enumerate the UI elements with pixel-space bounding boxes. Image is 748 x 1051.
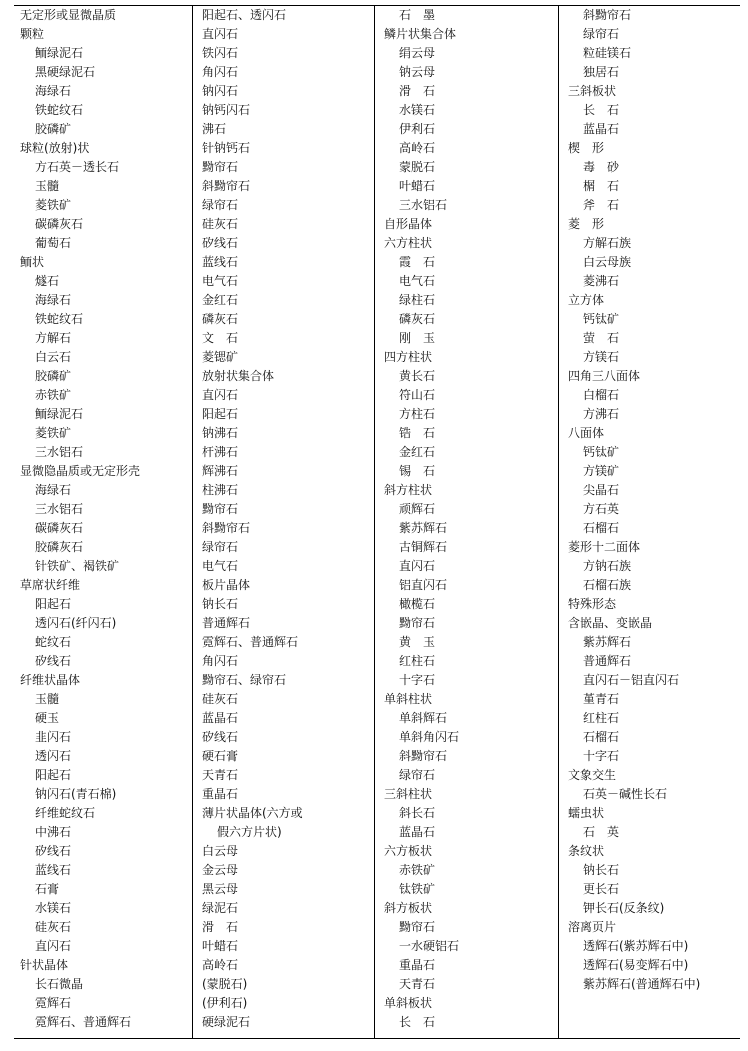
mineral-entry: 斜黝帘石 [399,749,448,763]
mineral-entry: 黝帘石 [399,616,436,630]
habit-heading: 电气石 [202,559,239,573]
mineral-entry: 石英－碱性长石 [583,787,668,801]
column-3 [374,6,559,1038]
mineral-entry: 透闪石 [35,749,72,763]
mineral-entry: 胶磷矿 [35,122,72,136]
habit-heading: 矽线石 [202,236,239,250]
mineral-entry: 石榴石 [583,521,620,535]
habit-heading: 金红石 [202,293,239,307]
habit-heading: 斜方柱状 [384,483,433,497]
habit-heading: 薄片状晶体(六方或 [202,806,303,820]
habit-heading: 条纹状 [568,844,605,858]
habit-heading: 绿帘石 [202,198,239,212]
mineral-entry: 榍 石 [583,179,620,193]
mineral-entry: 黝帘石 [399,920,436,934]
habit-heading: 斜黝帘石 [202,179,251,193]
habit-heading: 角闪石 [202,65,239,79]
mineral-entry: 钠云母 [399,65,436,79]
mineral-entry: 钠闪石(青石棉) [35,787,117,801]
mineral-entry: 铝直闪石 [399,578,448,592]
habit-heading: 白云母 [202,844,239,858]
mineral-entry: 更长石 [583,882,620,896]
habit-heading: 无定形或显微晶质 [20,8,117,22]
mineral-entry: 菱沸石 [583,274,620,288]
habit-heading: 钠沸石 [202,426,239,440]
mineral-entry: 白云石 [35,350,72,364]
mineral-entry: 阳起石 [35,597,72,611]
mineral-entry: 纤维蛇纹石 [35,806,96,820]
habit-heading: 重晶石 [202,787,239,801]
habit-heading: 含嵌晶、变嵌晶 [568,616,653,630]
mineral-entry: 橄榄石 [399,597,436,611]
habit-heading: 硬石膏 [202,749,239,763]
mineral-entry: 斜长石 [399,806,436,820]
column-2 [192,6,375,1038]
habit-heading: 菱锶矿 [202,350,239,364]
mineral-entry: 白云母族 [583,255,632,269]
mineral-entry: 红柱石 [583,711,620,725]
mineral-entry: 叶蜡石 [399,179,436,193]
mineral-entry: 阳起石 [35,768,72,782]
habit-heading: 铁闪石 [202,46,239,60]
habit-heading: 叶蜡石 [202,939,239,953]
mineral-entry: 独居石 [583,65,620,79]
mineral-habit-table [14,5,740,1039]
habit-heading: 颗粒 [20,27,45,41]
mineral-entry: 透辉石(易变辉石中) [583,958,689,972]
habit-heading: 阳起石、透闪石 [202,8,287,22]
mineral-entry: 钠长石 [583,863,620,877]
habit-heading: 文象交生 [568,768,617,782]
habit-heading: 天青石 [202,768,239,782]
habit-heading: 自形晶体 [384,217,433,231]
habit-heading: 三斜柱状 [384,787,433,801]
mineral-entry: 钙钛矿 [583,445,620,459]
habit-heading: 硬绿泥石 [202,1015,251,1029]
mineral-entry: 水镁石 [399,103,436,117]
habit-heading: 辉沸石 [202,464,239,478]
mineral-entry: 锆 石 [399,426,436,440]
habit-heading: 黝帘石 [202,502,239,516]
mineral-entry: 石榴石 [583,730,620,744]
habit-heading: 直闪石 [202,388,239,402]
mineral-entry: 黄长石 [399,369,436,383]
mineral-entry: 金红石 [399,445,436,459]
habit-heading: 球粒(放射)状 [20,141,90,155]
habit-heading: 钠钙闪石 [202,103,251,117]
habit-heading: 角闪石 [202,654,239,668]
mineral-entry: 红柱石 [399,654,436,668]
mineral-entry: 三水铝石 [35,502,84,516]
habit-heading: 硅灰石 [202,692,239,706]
mineral-entry: 长石微晶 [35,977,84,991]
mineral-entry: 蛇纹石 [35,635,72,649]
mineral-entry: 一水硬铝石 [399,939,460,953]
habit-heading: 霓辉石、普通辉石 [202,635,299,649]
habit-heading: 文 石 [202,331,239,345]
habit-heading: 四角三八面体 [568,369,641,383]
mineral-entry: 钛铁矿 [399,882,436,896]
mineral-entry: 钙钛矿 [583,312,620,326]
mineral-entry: 蓝晶石 [583,122,620,136]
habit-heading: 鳞片状集合体 [384,27,457,41]
habit-heading: 楔 形 [568,141,605,155]
mineral-entry: 直闪石－铝直闪石 [583,673,680,687]
mineral-entry: 长 石 [399,1015,436,1029]
mineral-entry: 三水铝石 [399,198,448,212]
mineral-entry: 天青石 [399,977,436,991]
mineral-entry: 石榴石族 [583,578,632,592]
mineral-entry: 透闪石(纤闪石) [35,616,117,630]
mineral-entry: 绢云母 [399,46,436,60]
habit-heading: 溶离页片 [568,920,617,934]
column-1 [14,6,192,1038]
mineral-entry: 磷灰石 [399,312,436,326]
mineral-entry: 单斜辉石 [399,711,448,725]
mineral-entry: 尖晶石 [583,483,620,497]
mineral-entry: 滑 石 [399,84,436,98]
habit-heading: 纤维状晶体 [20,673,81,687]
mineral-entry: 赤铁矿 [35,388,72,402]
habit-heading: 阳起石 [202,407,239,421]
habit-heading: 黝帘石、绿帘石 [202,673,287,687]
habit-heading: 高岭石 [202,958,239,972]
habit-heading: 单斜柱状 [384,692,433,706]
mineral-entry: 铁蛇纹石 [35,103,84,117]
habit-heading: 沸石 [202,122,227,136]
mineral-entry: 鲕绿泥石 [35,46,84,60]
habit-heading: 菱 形 [568,217,605,231]
mineral-entry: 菱铁矿 [35,198,72,212]
habit-heading: 直闪石 [202,27,239,41]
habit-heading: (伊利石) [202,996,248,1010]
habit-heading: 矽线石 [202,730,239,744]
mineral-entry: 葡萄石 [35,236,72,250]
mineral-entry: 黄 玉 [399,635,436,649]
mineral-entry: 石 英 [583,825,620,839]
habit-heading: 蠕虫状 [568,806,605,820]
mineral-entry: 古铜辉石 [399,540,448,554]
habit-heading: 金云母 [202,863,239,877]
mineral-entry: 紫苏辉石(普通辉石中) [583,977,701,991]
mineral-entry: 十字石 [399,673,436,687]
mineral-entry: 紫苏辉石 [399,521,448,535]
mineral-entry: 海绿石 [35,293,72,307]
habit-heading: 立方体 [568,293,605,307]
habit-heading: 八面体 [568,426,605,440]
habit-heading: 草席状纤维 [20,578,81,592]
mineral-entry: 粒硅镁石 [583,46,632,60]
mineral-entry: 蓝线石 [35,863,72,877]
habit-heading: 杆沸石 [202,445,239,459]
mineral-entry: 蒙脱石 [399,160,436,174]
habit-heading: 斜黝帘石 [202,521,251,535]
mineral-entry: 堇青石 [583,692,620,706]
mineral-entry: 直闪石 [399,559,436,573]
habit-heading: 滑 石 [202,920,239,934]
habit-heading: 柱沸石 [202,483,239,497]
mineral-entry: 三水铝石 [35,445,84,459]
habit-heading: 黝帘石 [202,160,239,174]
habit-heading: 普通辉石 [202,616,251,630]
mineral-entry: 碳磷灰石 [35,521,84,535]
mineral-entry: 直闪石 [35,939,72,953]
habit-heading: 蓝线石 [202,255,239,269]
habit-heading: 鲕状 [20,255,45,269]
mineral-entry: 符山石 [399,388,436,402]
mineral-entry: 霓辉石、普通辉石 [35,1015,132,1029]
habit-heading: 黑云母 [202,882,239,896]
mineral-entry: 绿柱石 [399,293,436,307]
mineral-entry: 鲕绿泥石 [35,407,84,421]
mineral-entry: 海绿石 [35,483,72,497]
mineral-entry: 玉髓 [35,179,60,193]
mineral-entry: 中沸石 [35,825,72,839]
mineral-entry: 斜黝帘石 [583,8,632,22]
mineral-entry: 锡 石 [399,464,436,478]
mineral-entry: 长 石 [583,103,620,117]
mineral-entry: 方镁石 [583,350,620,364]
habit-heading: 六方柱状 [384,236,433,250]
habit-heading: 绿泥石 [202,901,239,915]
mineral-entry: 黑硬绿泥石 [35,65,96,79]
mineral-entry: 高岭石 [399,141,436,155]
mineral-entry: 菱铁矿 [35,426,72,440]
mineral-entry: 方解石 [35,331,72,345]
mineral-entry: 假六方片状) [217,825,282,839]
mineral-entry: 白榴石 [583,388,620,402]
mineral-entry: 绿帘石 [399,768,436,782]
mineral-entry: 矽线石 [35,654,72,668]
habit-heading: 针状晶体 [20,958,69,972]
mineral-entry: 针铁矿、褐铁矿 [35,559,120,573]
habit-heading: (蒙脱石) [202,977,248,991]
habit-heading: 显微隐晶质或无定形壳 [20,464,141,478]
mineral-entry: 赤铁矿 [399,863,436,877]
habit-heading: 放射状集合体 [202,369,275,383]
habit-heading: 绿帘石 [202,540,239,554]
mineral-entry: 单斜角闪石 [399,730,460,744]
habit-heading: 蓝晶石 [202,711,239,725]
mineral-entry: 伊利石 [399,122,436,136]
mineral-entry: 普通辉石 [583,654,632,668]
mineral-entry: 毒 砂 [583,160,620,174]
habit-heading: 板片晶体 [202,578,251,592]
habit-heading: 针钠钙石 [202,141,251,155]
mineral-entry: 胶磷矿 [35,369,72,383]
mineral-entry: 方钠石族 [583,559,632,573]
habit-heading: 电气石 [202,274,239,288]
mineral-entry: 海绿石 [35,84,72,98]
mineral-entry: 石膏 [35,882,60,896]
mineral-entry: 碳磷灰石 [35,217,84,231]
mineral-entry: 斧 石 [583,198,620,212]
mineral-entry: 十字石 [583,749,620,763]
mineral-entry: 紫苏辉石 [583,635,632,649]
mineral-entry: 刚 玉 [399,331,436,345]
habit-heading: 单斜板状 [384,996,433,1010]
habit-heading: 四方柱状 [384,350,433,364]
mineral-entry: 水镁石 [35,901,72,915]
habit-heading: 钠闪石 [202,84,239,98]
mineral-entry: 方石英－透长石 [35,160,120,174]
mineral-entry: 方镁矿 [583,464,620,478]
habit-heading: 菱形十二面体 [568,540,641,554]
mineral-entry: 方沸石 [583,407,620,421]
mineral-entry: 霓辉石 [35,996,72,1010]
mineral-entry: 硬玉 [35,711,60,725]
habit-heading: 三斜板状 [568,84,617,98]
mineral-entry: 硅灰石 [35,920,72,934]
mineral-entry: 矽线石 [35,844,72,858]
mineral-entry: 铁蛇纹石 [35,312,84,326]
mineral-entry: 重晶石 [399,958,436,972]
mineral-entry: 绿帘石 [583,27,620,41]
habit-heading: 六方板状 [384,844,433,858]
mineral-entry: 霞 石 [399,255,436,269]
mineral-entry: 石 墨 [399,8,436,22]
mineral-entry: 韭闪石 [35,730,72,744]
habit-heading: 斜方板状 [384,901,433,915]
mineral-entry: 胶磷灰石 [35,540,84,554]
mineral-entry: 方解石族 [583,236,632,250]
mineral-entry: 萤 石 [583,331,620,345]
mineral-entry: 蓝晶石 [399,825,436,839]
column-4 [558,6,741,1038]
mineral-entry: 燧石 [35,274,60,288]
mineral-entry: 钾长石(反条纹) [583,901,665,915]
habit-heading: 钠长石 [202,597,239,611]
mineral-entry: 顽辉石 [399,502,436,516]
habit-heading: 硅灰石 [202,217,239,231]
habit-heading: 特殊形态 [568,597,617,611]
mineral-entry: 电气石 [399,274,436,288]
habit-heading: 磷灰石 [202,312,239,326]
mineral-entry: 玉髓 [35,692,60,706]
mineral-entry: 方柱石 [399,407,436,421]
mineral-entry: 方石英 [583,502,620,516]
mineral-entry: 透辉石(紫苏辉石中) [583,939,689,953]
